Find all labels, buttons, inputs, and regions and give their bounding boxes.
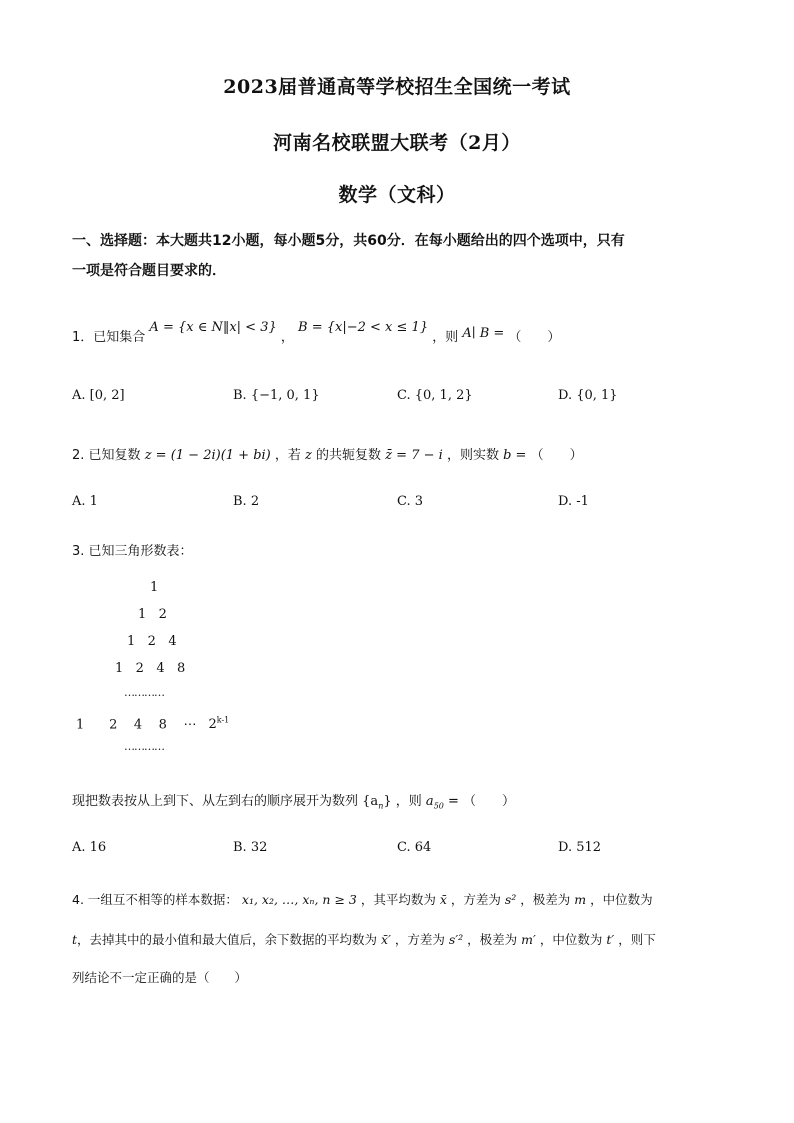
triangle-row-2: 1 2 [138, 607, 167, 622]
q4-text-2b: ，方差为 [394, 932, 445, 947]
question-1 [72, 320, 561, 345]
q4-text-1b: ，其平均数为 [360, 892, 436, 907]
q3-seq-sub: n [378, 801, 384, 811]
triangle-row-3: 1 2 4 [127, 634, 177, 649]
q4-median-2: t′ [606, 932, 615, 947]
q3-option-d: D. 512 [558, 840, 602, 855]
subject-title: 数学（文科） [338, 184, 456, 206]
q2-mid-2: 的共轭复数 [316, 448, 382, 463]
q4-text-1d: ，极差为 [520, 892, 571, 907]
exam-title: 2023届普通高等学校招生全国统一考试 [223, 76, 571, 98]
q4-variables: x₁, x₂, …, xₙ, n ≥ 3 [241, 892, 357, 907]
q1-set-a: A = {x ∈ N‖x| < 3} [149, 320, 277, 335]
q4-text-2d: ，中位数为 [539, 932, 603, 947]
q1-sep: ， [280, 330, 294, 345]
q2-z-formula: z = (1 − 2i)(1 + bi) [144, 448, 271, 463]
q1-answer-blank: （ ） [508, 330, 561, 345]
q3-sequence [362, 794, 391, 809]
q1-suffix-1: ，则 [432, 330, 459, 345]
q2-answer-blank: （ ） [530, 448, 583, 463]
q2-mid-1: ，若 [274, 448, 301, 463]
q3-a-sub: 50 [433, 801, 444, 811]
q2-z-var: z [305, 448, 312, 463]
q4-line-2 [72, 930, 656, 948]
q1-option-c: C. {0, 1, 2} [397, 388, 473, 403]
q2-option-c: C. 3 [397, 494, 424, 509]
q1-option-b: B. {−1, 0, 1} [233, 388, 320, 403]
q3-option-b: B. 32 [233, 840, 268, 855]
q1-prefix: 1．已知集合 [72, 330, 146, 345]
triangle-exp-power: k-1 [216, 716, 230, 725]
question-3: 3. 已知三角形数表： [72, 544, 193, 559]
q1-option-a: A. [0, 2] [72, 388, 125, 403]
q4-text-1e: ，中位数为 [590, 892, 653, 907]
q4-mean: x̄ [439, 892, 447, 907]
q3-question-text [72, 790, 515, 811]
triangle-row-general-terms: 1 2 4 8 ⋯ [76, 717, 197, 733]
q3-seq-open: {a [362, 794, 379, 809]
q4-range: m [574, 892, 587, 907]
q4-median: t [72, 932, 78, 947]
q1-expression: A∣ B = [462, 326, 505, 341]
q3-text-a: 现把数表按从上到下、从左到右的顺序展开为数列 [72, 794, 359, 809]
triangle-exp-base: 2 [208, 717, 217, 733]
section-heading-line-2: 一项是符合题目要求的． [72, 263, 226, 279]
triangle-row-1: 1 [150, 580, 159, 595]
q4-line-1 [72, 890, 653, 908]
q4-variance: s² [504, 892, 517, 907]
q1-option-d: D. {0, 1} [558, 388, 618, 403]
q2-z-conjugate: z̄ = 7 − i [385, 448, 443, 463]
triangle-row-ellipsis-1: ………… [124, 686, 164, 699]
q4-text-2c: ，极差为 [467, 932, 518, 947]
q3-text-c: = （ ） [443, 794, 516, 809]
q1-set-b: B = {x|−2 < x ≤ 1} [298, 320, 429, 335]
q4-text-1c: ，方差为 [450, 892, 501, 907]
q4-variance-2: s′² [448, 932, 464, 947]
q4-line-3: 列结论不一定正确的是（ ） [72, 970, 248, 985]
triangle-last-term [208, 717, 229, 732]
q3-seq-close: } [383, 794, 392, 809]
q2-option-d: D. -1 [558, 494, 589, 509]
q3-option-a: A. 16 [72, 840, 107, 855]
q4-text-2a: ，去掉其中的最小值和最大值后，余下数据的平均数为 [77, 932, 378, 947]
section-heading-line-1: 一、选择题：本大题共12小题，每小题5分，共60分．在每小题给出的四个选项中，只有 [72, 233, 625, 249]
triangle-row-general [76, 716, 229, 732]
q2-mid-3: ，则实数 [446, 448, 499, 463]
q4-text-2e: ，则下 [618, 932, 656, 947]
q4-range-2: m′ [521, 932, 536, 947]
triangle-row-ellipsis-2: ………… [124, 740, 164, 753]
q3-a-var: a [425, 794, 434, 809]
question-2 [72, 444, 583, 463]
q2-b-var: b = [503, 448, 527, 463]
q3-a50 [426, 794, 444, 809]
exam-subtitle: 河南名校联盟大联考（2月） [273, 132, 521, 154]
q2-option-a: A. 1 [72, 494, 98, 509]
q3-text-b: ，则 [395, 794, 422, 809]
q4-mean-2: x̄′ [381, 932, 391, 947]
q2-option-b: B. 2 [233, 494, 260, 509]
q2-prefix: 2. 已知复数 [72, 448, 141, 463]
triangle-row-4: 1 2 4 8 [115, 661, 186, 676]
q3-option-c: C. 64 [397, 840, 432, 855]
section-heading [72, 226, 722, 286]
q4-text-1a: 4. 一组互不相等的样本数据： [72, 892, 238, 907]
